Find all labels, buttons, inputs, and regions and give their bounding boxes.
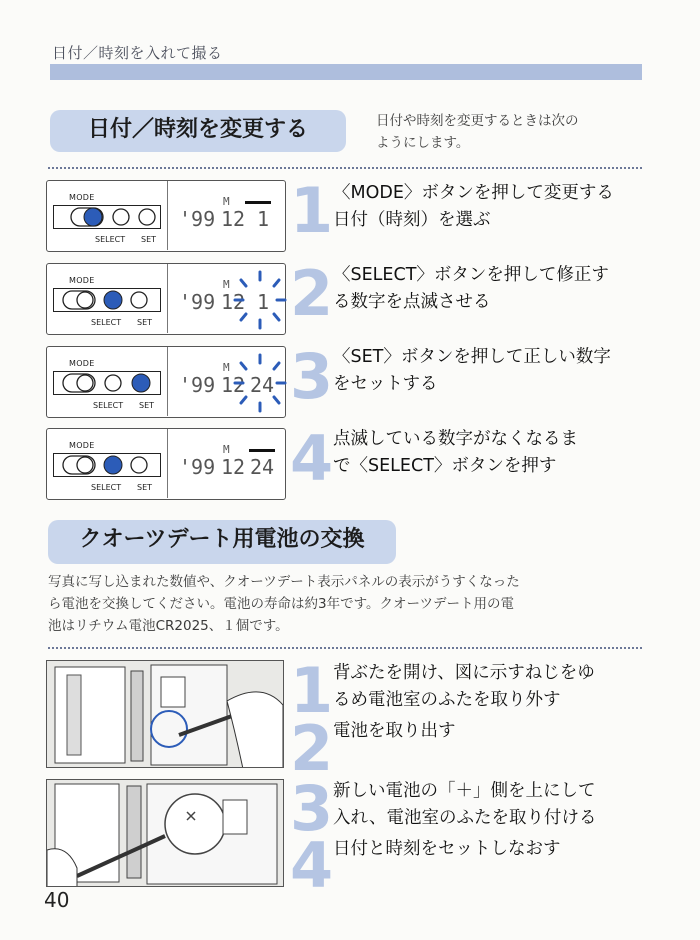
change-intro [376,110,579,154]
step-text [333,836,561,863]
lcd-year: '99 [179,290,216,314]
control-panel-step-1 [46,180,286,252]
header-bar [50,64,642,80]
step-text [333,180,614,234]
step-number: 4 [290,829,334,902]
set-label: SET [139,401,155,410]
mode-button [77,292,93,308]
step-text [333,718,456,745]
camera-back-illustration [47,661,284,768]
mode-button [77,375,93,391]
step-line: 〈SELECT〉ボタンを押して修正す [333,265,609,285]
step-line: 新しい電池の「＋」側を上にして [333,781,596,801]
set-button [131,457,147,473]
step-number: 2 [290,712,334,785]
lcd-month-marker: M [223,361,230,374]
panel-button-area [47,181,168,250]
set-button-pressed [132,374,150,392]
step-text [333,778,597,832]
step-line: 電池を取り出す [333,721,456,741]
step-number: 3 [290,772,334,845]
step-text [333,660,595,714]
step-text [333,262,609,316]
body-line: 池はリチウム電池CR2025、１個です。 [48,618,289,634]
step-number: 3 [290,340,334,413]
step-number: 4 [290,422,334,495]
select-label: SELECT [93,401,124,410]
lcd-month: 12 [221,373,246,397]
page-number: 40 [44,888,70,912]
section-header: 日付／時刻を入れて撮る [52,44,223,62]
select-button-pressed [104,456,122,474]
mode-label: MODE [69,359,95,368]
intro-line: ようにします。 [376,135,470,151]
change-section-title: 日付／時刻を変更する [50,110,346,152]
step-line: 入れ、電池室のふたを取り付ける [333,808,597,828]
mode-label: MODE [69,441,95,450]
lcd-month-marker: M [223,195,230,208]
selection-bar [245,201,271,204]
step-line: 点滅している数字がなくなるま [333,429,578,449]
lcd-month: 12 [221,290,246,314]
mode-label: MODE [69,276,95,285]
intro-line: 日付や時刻を変更するときは次の [376,113,579,129]
panel-buttons [65,205,165,229]
battery-compartment-photo [46,779,284,887]
control-panel-step-3 [46,346,286,418]
blink-indicator-icon [233,270,287,330]
step-text [333,426,578,480]
lcd-year: '99 [179,455,216,479]
select-button [105,375,121,391]
mode-label: MODE [69,193,95,202]
panel-button-area [47,429,168,498]
select-button-pressed [104,291,122,309]
control-panel-step-2 [46,263,286,335]
select-label: SELECT [95,235,126,244]
step-line: 日付と時刻をセットしなおす [333,839,561,859]
mode-button-pressed [84,208,102,226]
battery-compartment-illustration [47,780,284,887]
step-number: 2 [290,257,334,330]
set-label: SET [141,235,157,244]
lcd-year: '99 [179,207,216,231]
panel-button-area [47,347,168,416]
selection-bar [249,449,275,452]
set-button [131,292,147,308]
set-label: SET [137,483,153,492]
set-label: SET [137,318,153,327]
camera-back-photo [46,660,284,768]
select-button [113,209,129,225]
step-text [333,344,611,398]
battery-body [48,571,520,637]
panel-buttons [57,453,157,477]
step-line: 〈SET〉ボタンを押して正しい数字 [333,347,611,367]
mode-button [77,457,93,473]
blink-indicator-icon [233,353,287,413]
lcd-day: 1 [257,207,270,231]
lcd-day: 1 [257,290,270,314]
lcd-day: 24 [250,455,275,479]
step-line: で〈SELECT〉ボタンを押す [333,456,557,476]
select-label: SELECT [91,318,122,327]
body-line: 写真に写し込まれた数値や、クオーツデート表示パネルの表示がうすくなった [48,574,520,590]
lcd-month-marker: M [223,278,230,291]
dotted-divider [48,647,642,649]
lcd-month: 12 [221,207,246,231]
lcd-day: 24 [250,373,275,397]
step-line: 〈MODE〉ボタンを押して変更する [333,183,614,203]
step-number: 1 [290,174,334,247]
lcd-month: 12 [221,455,246,479]
step-number: 1 [290,654,334,727]
select-label: SELECT [91,483,122,492]
body-line: ら電池を交換してください。電池の寿命は約3年です。クオーツデート用の電 [48,596,514,612]
step-line: るめ電池室のふたを取り外す [333,690,561,710]
panel-buttons [57,288,157,312]
panel-button-area [47,264,168,333]
battery-section-title: クオーツデート用電池の交換 [48,520,396,564]
panel-buttons [57,371,157,395]
control-panel-step-4 [46,428,286,500]
step-line: 背ぶたを開け、図に示すねじをゆ [333,663,595,683]
lcd-month-marker: M [223,443,230,456]
set-button [139,209,155,225]
step-line: 日付（時刻）を選ぶ [333,210,491,230]
lcd-year: '99 [179,373,216,397]
dotted-divider [48,167,642,169]
step-line: をセットする [333,374,438,394]
step-line: る数字を点滅させる [333,292,491,312]
